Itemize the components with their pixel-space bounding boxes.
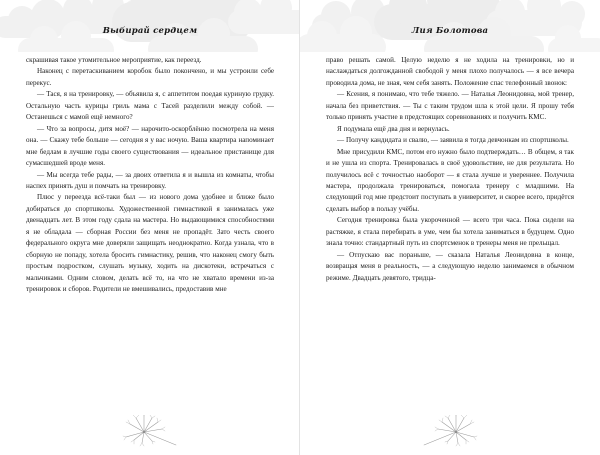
running-head-right: Лия Болотова <box>411 26 489 36</box>
right-page-text-block <box>326 55 574 284</box>
paragraph: — Мы всегда тебе рады, — за двоих ответила я и вышла из комнаты, чтобы наспех принять душ и помчать на тренировку. <box>26 170 274 190</box>
paragraph: — Получу кандидата и свалю, — заявила я тогда девчонкам из спортшколы. <box>337 136 569 145</box>
paragraph: — Тася, я на тренировку, — объявила я, с аппетитом поедая куриную грудку. Остальную часть курицы гриль мама с Тасей разделили между собой. — Останешься с мамой ещё немного? <box>26 90 274 122</box>
paragraph: — Отпускаю вас пораньше, — сказала Наталья Леонидовна в конце, возвращая меня в реальность, — а следующую неделю занимаемся в обычном режиме. Двадцать девятого, тридца- <box>326 250 574 282</box>
paragraph: Наконец с перетаскиванием коробок было покончено, и мы устроили себе перекус. <box>26 67 274 87</box>
paragraph: Мне присудили КМС, потом его нужно было подтверждать… В общем, я так и не ушла из спорта. Тренировалась в своё удовольствие, не для результата. Но получилось всё с точностью наоборот — я стала лучше и увереннее. Получила мастера, продолжала тренироваться, помогала тренеру с младшими. На следующий год мне предстоит поступать в университет, и скорее всего, придётся сделать выбор в пользу учёбы. <box>326 147 574 213</box>
paragraph: — Ксения, я понимаю, что тебе тяжело. — Наталья Леонидовна, мой тренер, начала без приветствия. — Ты с таким трудом шла к этой цели. Я прошу тебя только принять участие в предстоящих соревнованиях и получить КМС. <box>326 90 574 122</box>
paragraph: скрашивая такое утомительное мероприятие, как переезд. <box>26 56 202 64</box>
right-page <box>300 0 600 455</box>
running-head-left: Выбирай сердцем <box>102 26 198 36</box>
paragraph: Я подумала ещё два дня и вернулась. <box>337 124 450 133</box>
dandelion-ornament-icon <box>0 415 300 449</box>
left-page-text-block <box>26 55 274 296</box>
paragraph: право решать самой. Целую неделю я не ходила на тренировки, но и наслаждаться долгожданной свободой у меня плохо получалось — я все вечера проводила дома, не зная, чем себя занять. Положение спас телефонный звонок: <box>326 56 574 87</box>
page-gutter-divider <box>299 0 300 455</box>
paragraph: Сегодня тренировка была укороченной — всего три часа. Пока сидели на растяжке, я стала перебирать в уме, чем бы хотела заниматься в будущем. Одно знала точно: стандартный путь из спортсменок в тренеры меня не прельщал. <box>326 216 574 248</box>
dandelion-ornament-icon <box>300 415 600 449</box>
paragraph: — Что за вопросы, дитя моё? — нарочито-оскорблённо посмотрела на меня она. — Скажу тебе больше — сегодня я у вас ночую. Ваша квартира напоминает мне бедлам в лучшие годы своего существования — идеальное пристанище для сумасшедшей вроде меня. <box>26 124 274 168</box>
paragraph: Плюс у переезда всё-таки был — из нового дома удобнее и ближе было добираться до спортшколы. Художественной гимнастикой я занималась уже двенадцать лет. В этом году сдала на мастера. Но выдающимися способностями я не обладала — сборная России без меня не пропадёт. Зато честь своего федерального округа мне доверяли защищать неоднократно. Когда узнала, что в сборную не попаду, хотела бросить гимнастику, решив, что наконец смогу быть простым подростком, слушать музыку, ходить на дискотеки, встречаться с мальчиками. Одним словом, делать всё то, на что не хватало времени из-за тренировок и сборов. Родители не вмешивались, предоставив мне <box>26 193 274 294</box>
